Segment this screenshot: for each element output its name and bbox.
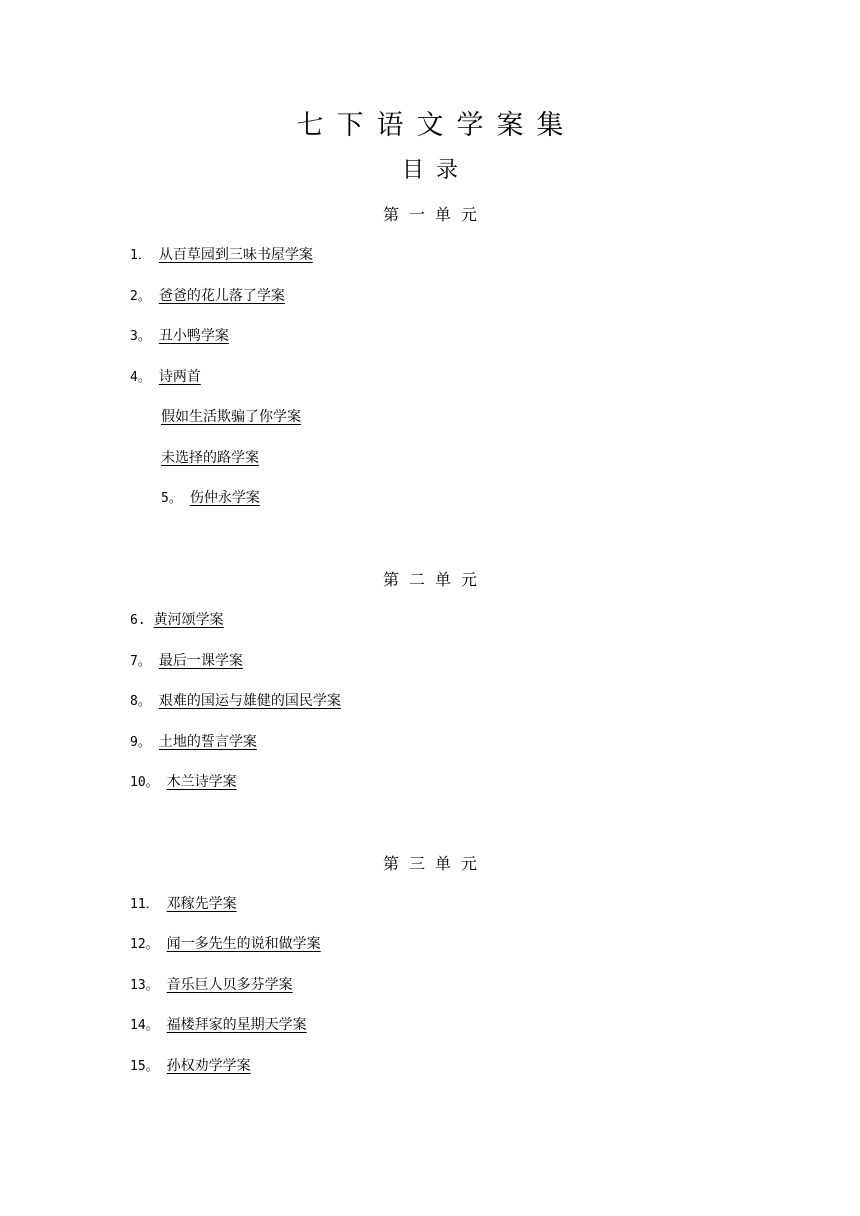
toc-entry[interactable] — [130, 326, 229, 347]
entry-title: 闻一多先生的说和做学案 — [166, 936, 321, 952]
entry-title: 孙权劝学学案 — [166, 1058, 251, 1074]
entry-number: 10。 — [130, 775, 159, 790]
entry-title: 最后一课学案 — [158, 653, 243, 669]
entry-number: 7。 — [130, 654, 151, 669]
unit-3-heading: 第三单元 — [382, 854, 487, 873]
toc-entry[interactable] — [161, 488, 260, 509]
entry-number: 12。 — [130, 937, 159, 952]
toc-entry[interactable] — [130, 286, 285, 307]
entry-number: 9。 — [130, 735, 151, 750]
entry-title: 土地的誓言学案 — [158, 734, 257, 750]
entry-number: 2。 — [130, 289, 151, 304]
entry-number: 6. — [130, 613, 146, 628]
document-title: 七下语文学案集 — [296, 110, 577, 141]
unit-1-heading: 第一单元 — [382, 205, 487, 224]
entry-title: 未选择的路学案 — [161, 450, 259, 466]
entry-title: 丑小鸭学案 — [158, 328, 229, 344]
entry-title: 爸爸的花儿落了学案 — [158, 288, 285, 304]
toc-entry[interactable] — [130, 651, 243, 672]
toc-entry[interactable] — [130, 934, 321, 955]
entry-number: 13。 — [130, 978, 159, 993]
entry-title: 木兰诗学案 — [166, 774, 237, 790]
entry-number: 8。 — [130, 694, 151, 709]
toc-entry[interactable] — [130, 691, 341, 712]
entry-number: 14。 — [130, 1018, 159, 1033]
entry-number: 15。 — [130, 1059, 159, 1074]
entry-title: 音乐巨人贝多芬学案 — [166, 977, 293, 993]
toc-entry[interactable] — [130, 772, 237, 793]
toc-entry[interactable] — [161, 407, 301, 427]
toc-entry[interactable] — [130, 732, 257, 753]
entry-title: 假如生活欺骗了你学案 — [161, 409, 301, 425]
toc-entry[interactable] — [161, 448, 259, 468]
toc-entry[interactable] — [130, 975, 293, 996]
unit-2-heading: 第二单元 — [382, 570, 487, 589]
toc-entry[interactable] — [130, 1015, 307, 1036]
toc-heading: 目录 — [401, 158, 470, 183]
entry-number: 11． — [130, 897, 159, 912]
entry-number: 3。 — [130, 329, 151, 344]
entry-title: 邓稼先学案 — [166, 896, 237, 912]
toc-entry[interactable] — [130, 894, 237, 915]
entry-title: 艰难的国运与雄健的国民学案 — [158, 693, 341, 709]
entry-title: 黄河颂学案 — [153, 612, 224, 628]
entry-title: 伤仲永学案 — [189, 490, 260, 506]
toc-entry[interactable] — [130, 610, 224, 631]
entry-title: 福楼拜家的星期天学案 — [166, 1017, 307, 1033]
entry-number: 5。 — [161, 491, 182, 506]
entry-title: 诗两首 — [158, 369, 201, 385]
entry-number: 1． — [130, 248, 151, 263]
toc-entry[interactable] — [130, 245, 313, 266]
entry-title: 从百草园到三味书屋学案 — [158, 247, 313, 263]
toc-entry[interactable] — [130, 1056, 251, 1077]
entry-number: 4。 — [130, 370, 151, 385]
toc-entry[interactable] — [130, 367, 201, 388]
